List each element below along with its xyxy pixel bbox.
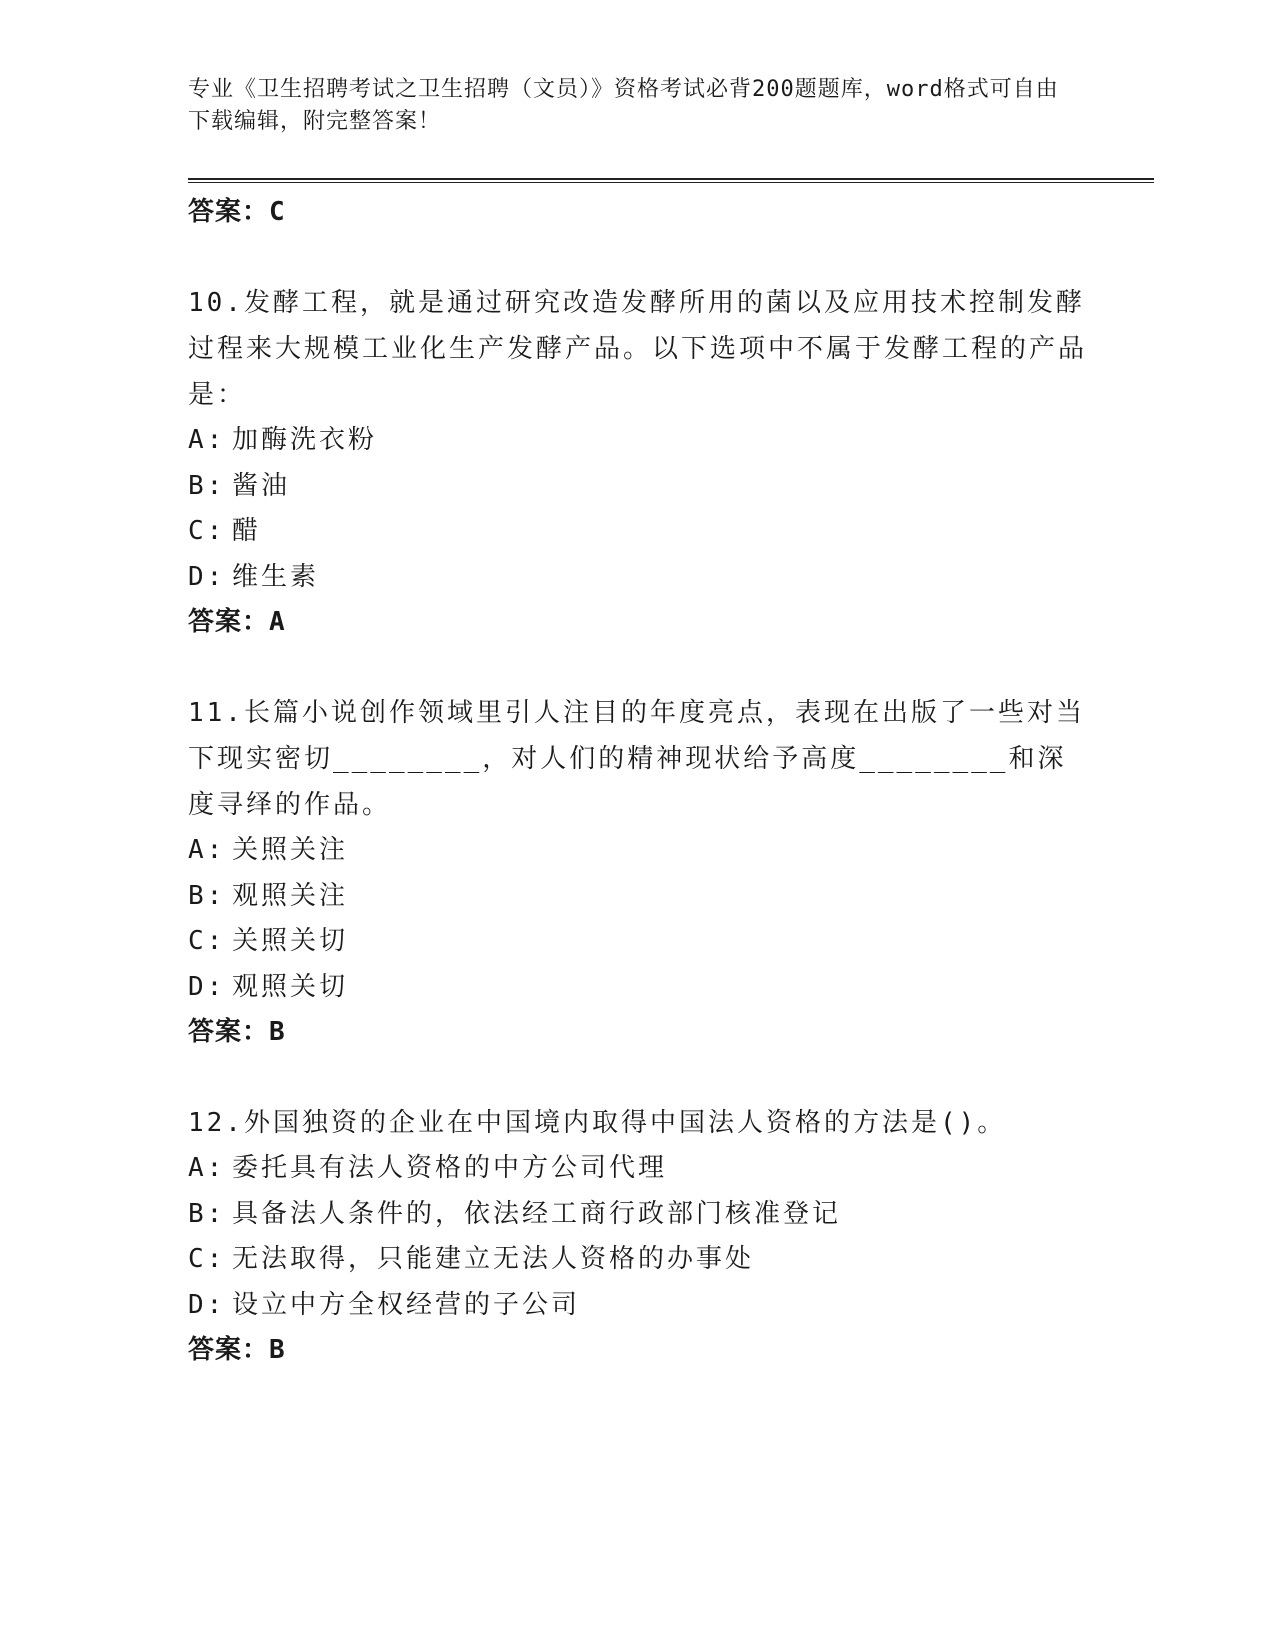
option-a bbox=[188, 1146, 1088, 1192]
question-text: 12.外国独资的企业在中国境内取得中国法人资格的方法是()。 bbox=[188, 1108, 1007, 1138]
option-key: D: bbox=[188, 561, 226, 592]
option-text: 观照关注 bbox=[232, 880, 349, 911]
option-text: 醋 bbox=[232, 516, 262, 546]
option-a bbox=[188, 418, 1088, 464]
option-b bbox=[188, 1192, 1088, 1238]
previous-answer: 答案：C bbox=[188, 197, 286, 227]
answer: 答案：A bbox=[188, 607, 286, 637]
question-11 bbox=[188, 690, 1088, 1054]
option-b bbox=[188, 464, 1088, 510]
option-text: 观照关切 bbox=[232, 971, 349, 1002]
option-key: C: bbox=[188, 1244, 226, 1274]
answer: 答案：B bbox=[188, 1017, 286, 1047]
option-d bbox=[188, 1283, 1088, 1329]
option-text: 无法取得，只能建立无法人资格的办事处 bbox=[232, 1244, 755, 1274]
option-text: 维生素 bbox=[232, 561, 320, 592]
option-key: D: bbox=[188, 971, 226, 1002]
option-text: 酱油 bbox=[232, 470, 291, 501]
option-text: 加酶洗衣粉 bbox=[232, 425, 378, 455]
option-text: 关照关切 bbox=[232, 926, 349, 956]
option-text: 具备法人条件的，依法经工商行政部门核准登记 bbox=[232, 1198, 842, 1229]
question-text: 11.长篇小说创作领域里引人注目的年度亮点，表现在出版了一些对当下现实密切________，对人们的精神现状给予高度________和深度寻绎的作品。 bbox=[188, 698, 1085, 820]
option-text: 委托具有法人资格的中方公司代理 bbox=[232, 1153, 668, 1183]
option-key: A: bbox=[188, 1153, 226, 1183]
question-10 bbox=[188, 280, 1088, 644]
header-divider bbox=[188, 178, 1154, 183]
option-key: C: bbox=[188, 516, 226, 546]
option-c bbox=[188, 919, 1088, 965]
option-text: 设立中方全权经营的子公司 bbox=[232, 1289, 581, 1320]
option-key: B: bbox=[188, 880, 226, 911]
header-text: 专业《卫生招聘考试之卫生招聘（文员）》资格考试必背200题题库，word格式可自由下载编辑，附完整答案！ bbox=[188, 77, 1059, 134]
answer: 答案：B bbox=[188, 1335, 286, 1365]
option-c bbox=[188, 509, 1088, 555]
option-d bbox=[188, 555, 1088, 601]
option-key: A: bbox=[188, 835, 226, 865]
option-key: C: bbox=[188, 926, 226, 956]
option-d bbox=[188, 965, 1088, 1011]
question-text: 10.发酵工程，就是通过研究改造发酵所用的菌以及应用技术控制发酵过程来大规模工业化生产发酵产品。以下选项中不属于发酵工程的产品是： bbox=[188, 288, 1088, 410]
option-key: D: bbox=[188, 1289, 226, 1320]
option-c bbox=[188, 1237, 1088, 1283]
option-key: B: bbox=[188, 470, 226, 501]
question-12 bbox=[188, 1100, 1088, 1372]
option-b bbox=[188, 874, 1088, 920]
option-key: B: bbox=[188, 1198, 226, 1229]
option-a bbox=[188, 828, 1088, 874]
question-list bbox=[188, 190, 1088, 1372]
option-text: 关照关注 bbox=[232, 835, 349, 865]
page-header bbox=[188, 74, 1068, 138]
option-key: A: bbox=[188, 425, 226, 455]
